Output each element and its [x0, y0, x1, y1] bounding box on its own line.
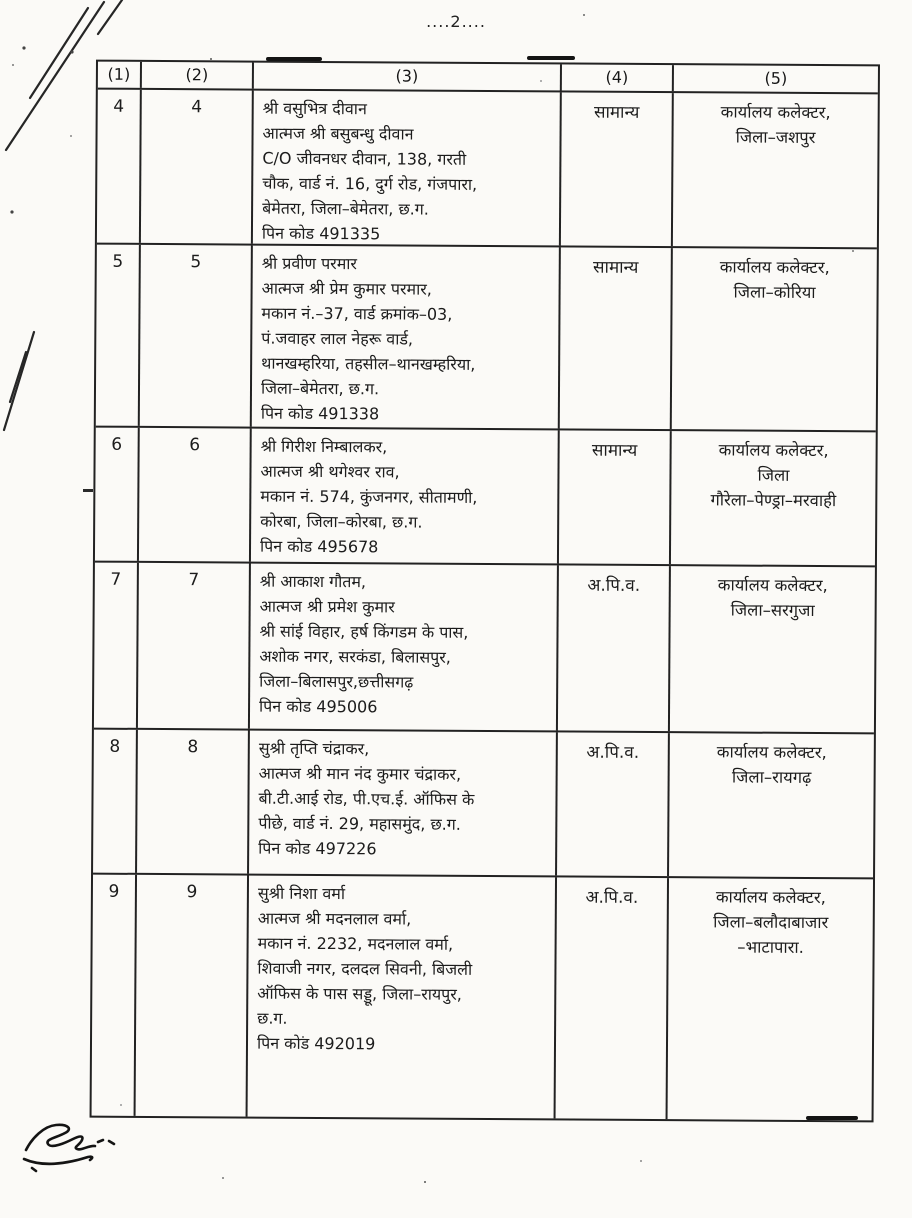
address-line: जिला–बिलासपुर,छत्तीसगढ़ [259, 671, 414, 692]
address-line: मकान नं. 574, कुंजनगर, सीतामणी, [260, 486, 478, 507]
registration-number-cell: 9 [136, 875, 249, 1117]
address-line: श्री सांई विहार, हर्ष किंगडम के पास, [259, 621, 469, 642]
address-line: आत्मज श्री बसुबन्धु दीवान [262, 123, 414, 144]
registration-number-cell: 6 [139, 428, 252, 562]
office-line: कार्यालय कलेक्टर, [719, 257, 830, 278]
category-cell: अ.पि.व. [556, 877, 669, 1119]
serial-number-cell: 7 [94, 563, 139, 728]
category-cell: सामान्य [560, 247, 673, 429]
serial-number-cell: 8 [93, 730, 138, 873]
address-line: पिन कोड 497226 [258, 838, 377, 859]
address-line: पं.जवाहर लाल नेहरू वार्ड, [261, 328, 414, 349]
address-line: छ.ग. [257, 1008, 288, 1028]
serial-number-cell: 6 [95, 428, 140, 561]
scan-smudge [806, 1116, 858, 1120]
address-line: पिन कोड 492019 [256, 1033, 376, 1054]
table-body [92, 90, 878, 1121]
office-line: कार्यालय कलेक्टर, [718, 440, 829, 461]
office-line: –भाटापारा. [737, 937, 804, 957]
office-line: जिला–बलौदाबाजार [713, 912, 829, 933]
serial-number-cell: 9 [92, 875, 137, 1116]
applicant-address-cell [252, 246, 561, 429]
registration-number-cell: 8 [137, 730, 250, 874]
address-line: C/O जीवनधर दीवान, 138, गरती [262, 148, 467, 169]
office-line: कार्यालय कलेक्टर, [717, 575, 828, 596]
column-header-4: (4) [562, 64, 674, 91]
table-row [93, 730, 874, 880]
serial-number-cell: 5 [96, 245, 141, 426]
scan-smudge [266, 57, 322, 61]
collector-office-cell [671, 431, 876, 565]
applicant-address-cell [250, 564, 559, 731]
collector-office-cell [672, 248, 877, 430]
office-line: जिला–रायगढ़ [731, 767, 812, 787]
address-line: श्री गिरीश निम्बालकर, [260, 436, 388, 457]
address-line: बेमेतरा, जिला–बेमेतरा, छ.ग. [262, 198, 429, 219]
address-line: कोरबा, जिला–कोरबा, छ.ग. [260, 511, 423, 532]
office-line: जिला–जशपुर [735, 127, 816, 148]
applicant-address-cell [251, 429, 560, 564]
address-line: श्री प्रवीण परमार [261, 253, 358, 274]
category-cell: सामान्य [561, 92, 674, 246]
address-line: आत्मज श्री प्रमेश कुमार [259, 596, 395, 617]
address-line: अशोक नगर, सरकंडा, बिलासपुर, [259, 646, 451, 667]
collector-office-cell [668, 878, 873, 1120]
scan-dash-mark [83, 489, 93, 492]
address-line: श्री आकाश गौतम, [259, 571, 367, 592]
scan-smudge [527, 56, 575, 60]
address-line: पिन कोड 495678 [259, 536, 379, 557]
table-row [97, 90, 878, 250]
collector-office-cell [669, 733, 874, 877]
category-cell: अ.पि.व. [558, 565, 671, 731]
office-line: जिला [757, 465, 790, 485]
table-row [96, 245, 877, 433]
address-line: थानखम्हरिया, तहसील–थानखम्हरिया, [261, 353, 476, 374]
registration-number-cell: 5 [140, 245, 253, 427]
applicants-table [90, 60, 880, 1123]
office-line: कार्यालय कलेक्टर, [715, 887, 826, 908]
address-line: आत्मज श्री प्रेम कुमार परमार, [261, 278, 432, 299]
column-header-2: (2) [142, 62, 254, 89]
address-line: पिन कोड 491338 [260, 403, 380, 424]
office-line: जिला–सरगुजा [730, 600, 815, 621]
applicant-address-cell [249, 731, 558, 876]
office-line: जिला–कोरिया [733, 282, 816, 303]
address-line: सुश्री निशा वर्मा [257, 883, 346, 904]
address-line: सुश्री तृप्ति चंद्राकर, [258, 738, 370, 759]
column-header-1: (1) [98, 62, 142, 88]
registration-number-cell: 7 [138, 563, 251, 729]
category-cell: सामान्य [559, 430, 672, 564]
address-line: आत्मज श्री मान नंद कुमार चंद्राकर, [258, 763, 462, 784]
table-row [95, 428, 876, 568]
address-line: पिन कोड 495006 [259, 696, 378, 717]
address-line: मकान नं. 2232, मदनलाल वर्मा, [257, 933, 454, 954]
column-header-5: (5) [764, 68, 788, 88]
signature-scribble [18, 1118, 123, 1176]
address-line: बी.टी.आई रोड, पी.एच.ई. ऑफिस के [258, 788, 475, 809]
address-line: पिन कोड 491335 [261, 223, 381, 244]
registration-number-cell: 4 [141, 90, 254, 244]
address-line: श्री वसुभित्र दीवान [262, 98, 367, 119]
collector-office-cell [673, 93, 878, 247]
office-line: गौरेला–पेण्ड्रा–मरवाही [710, 490, 837, 511]
scan-noise [210, 58, 212, 60]
table-row [94, 563, 875, 735]
page-number: ....2.... [426, 12, 486, 31]
serial-number-cell: 4 [97, 90, 142, 243]
address-line: शिवाजी नगर, दलदल सिवनी, बिजली [257, 958, 473, 979]
office-line: कार्यालय कलेक्टर, [716, 742, 827, 763]
column-header-3: (3) [254, 63, 562, 91]
address-line: आत्मज श्री थगेश्वर राव, [260, 461, 400, 482]
address-line: चौक, वार्ड नं. 16, दुर्ग रोड, गंजपारा, [262, 173, 478, 194]
category-cell: अ.पि.व. [557, 732, 670, 876]
table-row [92, 875, 873, 1121]
office-line: कार्यालय कलेक्टर, [720, 102, 831, 123]
address-line: आत्मज श्री मदनलाल वर्मा, [257, 908, 412, 929]
applicant-address-cell [253, 91, 562, 246]
address-line: मकान नं.–37, वार्ड क्रमांक–03, [261, 303, 453, 324]
address-line: जिला–बेमेतरा, छ.ग. [260, 378, 380, 399]
address-line: पीछे, वार्ड नं. 29, महासमुंद, छ.ग. [258, 813, 461, 834]
collector-office-cell [670, 566, 875, 732]
applicant-address-cell [248, 876, 557, 1119]
address-line: ऑफिस के पास सड्डू, जिला–रायपुर, [257, 983, 462, 1004]
